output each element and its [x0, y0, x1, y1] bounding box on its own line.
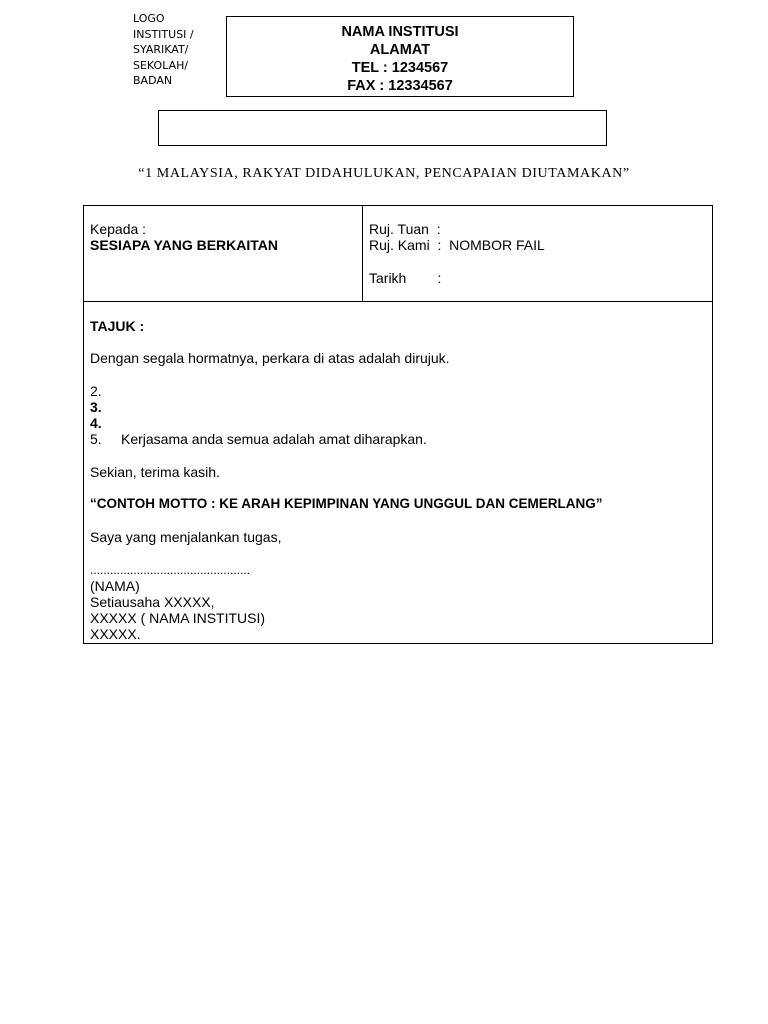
logo-line: SYARIKAT/	[133, 43, 189, 56]
paragraph-5-text: Kerjasama anda semua adalah amat diharapkan.	[121, 431, 427, 447]
letter-header-row	[84, 206, 712, 302]
signatory-place: XXXXX.	[90, 626, 141, 642]
signatory-title: Setiausaha XXXXX,	[90, 594, 215, 610]
closing-line: Sekian, terima kasih.	[90, 464, 220, 480]
subject-label: TAJUK :	[90, 318, 145, 334]
institution-fax: FAX : 12334567	[347, 78, 453, 94]
logo-line: SEKOLAH/	[133, 58, 189, 72]
institution-header	[226, 16, 574, 97]
opening-paragraph: Dengan segala hormatnya, perkara di atas adalah dirujuk.	[90, 350, 450, 366]
institution-name: NAMA INSTITUSI	[341, 24, 459, 40]
recipient-label: Kepada :	[90, 221, 147, 237]
paragraph-2: 2.	[90, 383, 102, 399]
duty-line: Saya yang menjalankan tugas,	[90, 529, 282, 545]
institution-tel: TEL : 1234567	[351, 60, 449, 76]
paragraph-4: 4.	[90, 415, 102, 431]
signature-dots: ................................................	[90, 563, 251, 577]
recipient-value: SESIAPA YANG BERKAITAN	[90, 237, 278, 253]
motto-line: “CONTOH MOTTO : KE ARAH KEPIMPINAN YANG UNGGUL DAN CEMERLANG”	[90, 496, 603, 511]
logo-placeholder	[133, 11, 194, 89]
signatory-institution: XXXXX ( NAMA INSTITUSI)	[90, 610, 266, 626]
institution-address: ALAMAT	[369, 42, 431, 58]
signatory-name: (NAMA)	[90, 578, 140, 594]
blank-box	[158, 110, 607, 146]
logo-line: BADAN	[133, 74, 173, 87]
date-label: Tarikh :	[369, 270, 442, 286]
logo-line: INSTITUSI /	[133, 27, 194, 41]
paragraph-5-number: 5.	[90, 431, 102, 447]
slogan: “1 MALAYSIA, RAKYAT DIDAHULUKAN, PENCAPAIAN DIUTAMAKAN”	[138, 166, 630, 181]
letter-box	[83, 205, 713, 644]
paragraph-3: 3.	[90, 399, 102, 415]
column-divider	[362, 206, 363, 301]
your-reference: Ruj. Tuan :	[369, 221, 441, 237]
logo-line: LOGO	[133, 12, 165, 25]
our-reference: Ruj. Kami : NOMBOR FAIL	[369, 237, 545, 253]
